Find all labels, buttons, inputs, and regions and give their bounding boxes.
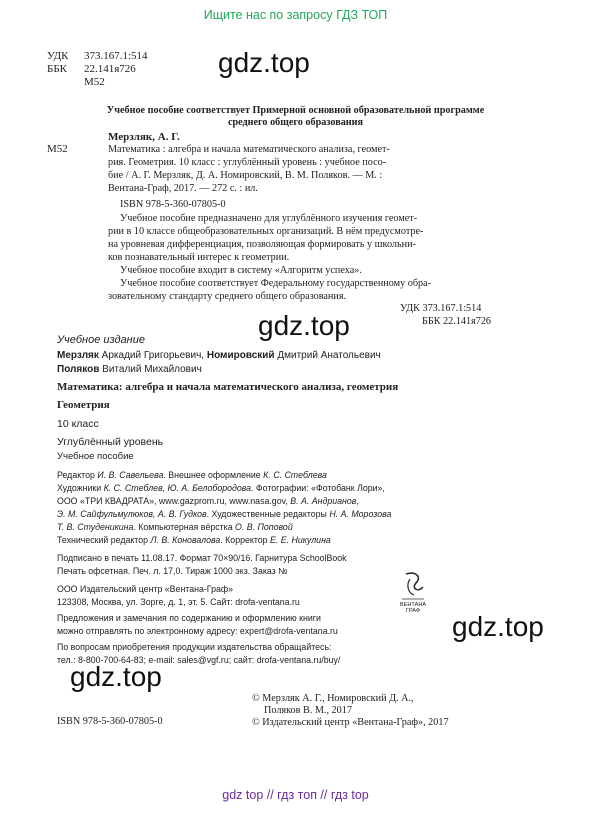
bbk-label: ББК — [47, 63, 67, 75]
print-info-line: Подписано в печать 11.08.17. Формат 70×90/16. Гарнитура SchoolBook — [57, 553, 347, 563]
watermark-1: gdz.top — [218, 47, 310, 78]
author-given-names: Виталий Михайлович — [99, 364, 202, 375]
credits-line: Редактор И. В. Савельева. Внешнее оформление К. С. Стеблева — [57, 470, 327, 480]
annotation-line: Учебное пособие предназначено для углублённого изучения геомет- — [120, 213, 418, 224]
publisher-info-line: Предложения и замечания по содержанию и оформлению книги — [57, 613, 321, 623]
bibliographic-line: Математика : алгебра и начала математического анализа, геомет- — [108, 144, 390, 155]
compliance-heading-line1: Учебное пособие соответствует Примерной основной образовательной программе — [106, 105, 485, 116]
bibliographic-line: рия. Геометрия. 10 класс : углублённый уровень : учебное посо- — [108, 157, 387, 168]
watermark-3: gdz.top — [452, 611, 544, 642]
bibliographic-line: Вентана-Граф, 2017. — 272 с. : ил. — [108, 183, 258, 194]
copyright-line: Поляков В. М., 2017 — [264, 705, 352, 716]
footer-links[interactable]: gdz top // гдз топ // гдз top — [222, 788, 369, 802]
isbn-line: ISBN 978-5-360-07805-0 — [120, 199, 226, 210]
author-surname: Мерзляк — [57, 350, 99, 361]
catalog-code: М52 — [47, 143, 68, 155]
edition-type: Учебное издание — [57, 334, 145, 346]
author-heading: Мерзляк, А. Г. — [108, 131, 180, 143]
copyright-line: © Издательский центр «Вентана-Граф», 2017 — [252, 717, 449, 728]
credits-line: ООО «ТРИ КВАДРАТА», www.gazprom.ru, www.nasa.gov, В. А. Андрианов, — [57, 496, 359, 506]
publisher-info-line: По вопросам приобретения продукции издательства обращайтесь: — [57, 642, 332, 652]
bbk-value: 22.141я726 — [84, 63, 136, 75]
annotation-line: рии в 10 классе общеобразовательных организаций. В нём предусмотре- — [108, 226, 424, 237]
authors-line-2 — [57, 364, 202, 375]
logo-wordmark: ВЕНТАНА ГРАФ — [399, 602, 427, 614]
author-surname: Номировский — [206, 350, 275, 361]
isbn-bottom: ISBN 978-5-360-07805-0 — [57, 716, 163, 727]
author-given-names: Дмитрий Анатольевич — [274, 350, 381, 361]
bibliographic-line: бие / А. Г. Мерзляк, Д. А. Номировский, В. М. Поляков. — М. : — [108, 170, 383, 181]
watermark-2: gdz.top — [258, 310, 350, 341]
author-surname: Поляков — [57, 364, 100, 375]
credits-line: Т. В. Студеникина. Компьютерная вёрстка О. В. Поповой — [57, 522, 293, 532]
print-info-line: Печать офсетная. Печ. л. 17,0. Тираж 1000 экз. Заказ № — [57, 566, 288, 576]
compliance-heading-line2: среднего общего образования — [227, 117, 364, 128]
publisher-info-line: тел.: 8-800-700-64-83; e-mail: sales@vgf.ru; сайт: drofa-ventana.ru/buy/ — [57, 655, 341, 665]
book-title: Математика: алгебра и начала математического анализа, геометрия — [57, 381, 399, 393]
annotation-line: на уровневая дифференциация, позволяющая формировать у школьни- — [108, 239, 416, 250]
credits-line: Художники К. С. Стеблев, Ю. А. Белобородова. Фотографии: «Фотобанк Лори», — [57, 483, 385, 493]
annotation-line: зовательному стандарту среднего общего образования. — [108, 291, 347, 302]
copyright-line: © Мерзляк А. Г., Номировский Д. А., — [252, 693, 414, 704]
catalog-code-top: М52 — [84, 76, 105, 88]
udk-label: УДК — [47, 50, 69, 62]
bbk-right: ББК 22.141я726 — [422, 316, 492, 327]
udk-right: УДК 373.167.1:514 — [400, 303, 482, 314]
publisher-info-line: ООО Издательский центр «Вентана-Граф» — [57, 584, 233, 594]
udk-value: 373.167.1:514 — [84, 50, 148, 62]
level: Углублённый уровень — [57, 436, 164, 448]
annotation-line: ков познавательный интерес к геометрии. — [108, 252, 290, 263]
authors-line-1 — [57, 350, 381, 361]
book-subtitle: Геометрия — [57, 399, 110, 411]
grade: 10 класс — [57, 418, 99, 430]
top-banner-link[interactable]: Ищите нас по запросу ГДЗ ТОП — [203, 8, 388, 22]
annotation-line: Учебное пособие соответствует Федеральному государственному обра- — [120, 278, 432, 289]
watermark-4: gdz.top — [70, 661, 162, 692]
credits-line: Э. М. Сайфульмулюков, А. В. Гудков. Художественные редакторы Н. А. Морозова — [57, 509, 392, 519]
credits-line: Технический редактор Л. В. Коновалова. Корректор Е. Е. Никулина — [57, 535, 331, 545]
publisher-info-line: можно отправлять по электронному адресу: expert@drofa-ventana.ru — [57, 626, 338, 636]
author-given-names: Аркадий Григорьевич, — [98, 350, 207, 361]
annotation-line: Учебное пособие входит в систему «Алгоритм успеха». — [120, 265, 362, 276]
publisher-info-line: 123308, Москва, ул. Зорге, д. 1, эт. 5. Сайт: drofa-ventana.ru — [57, 597, 300, 607]
book-kind: Учебное пособие — [57, 451, 134, 462]
